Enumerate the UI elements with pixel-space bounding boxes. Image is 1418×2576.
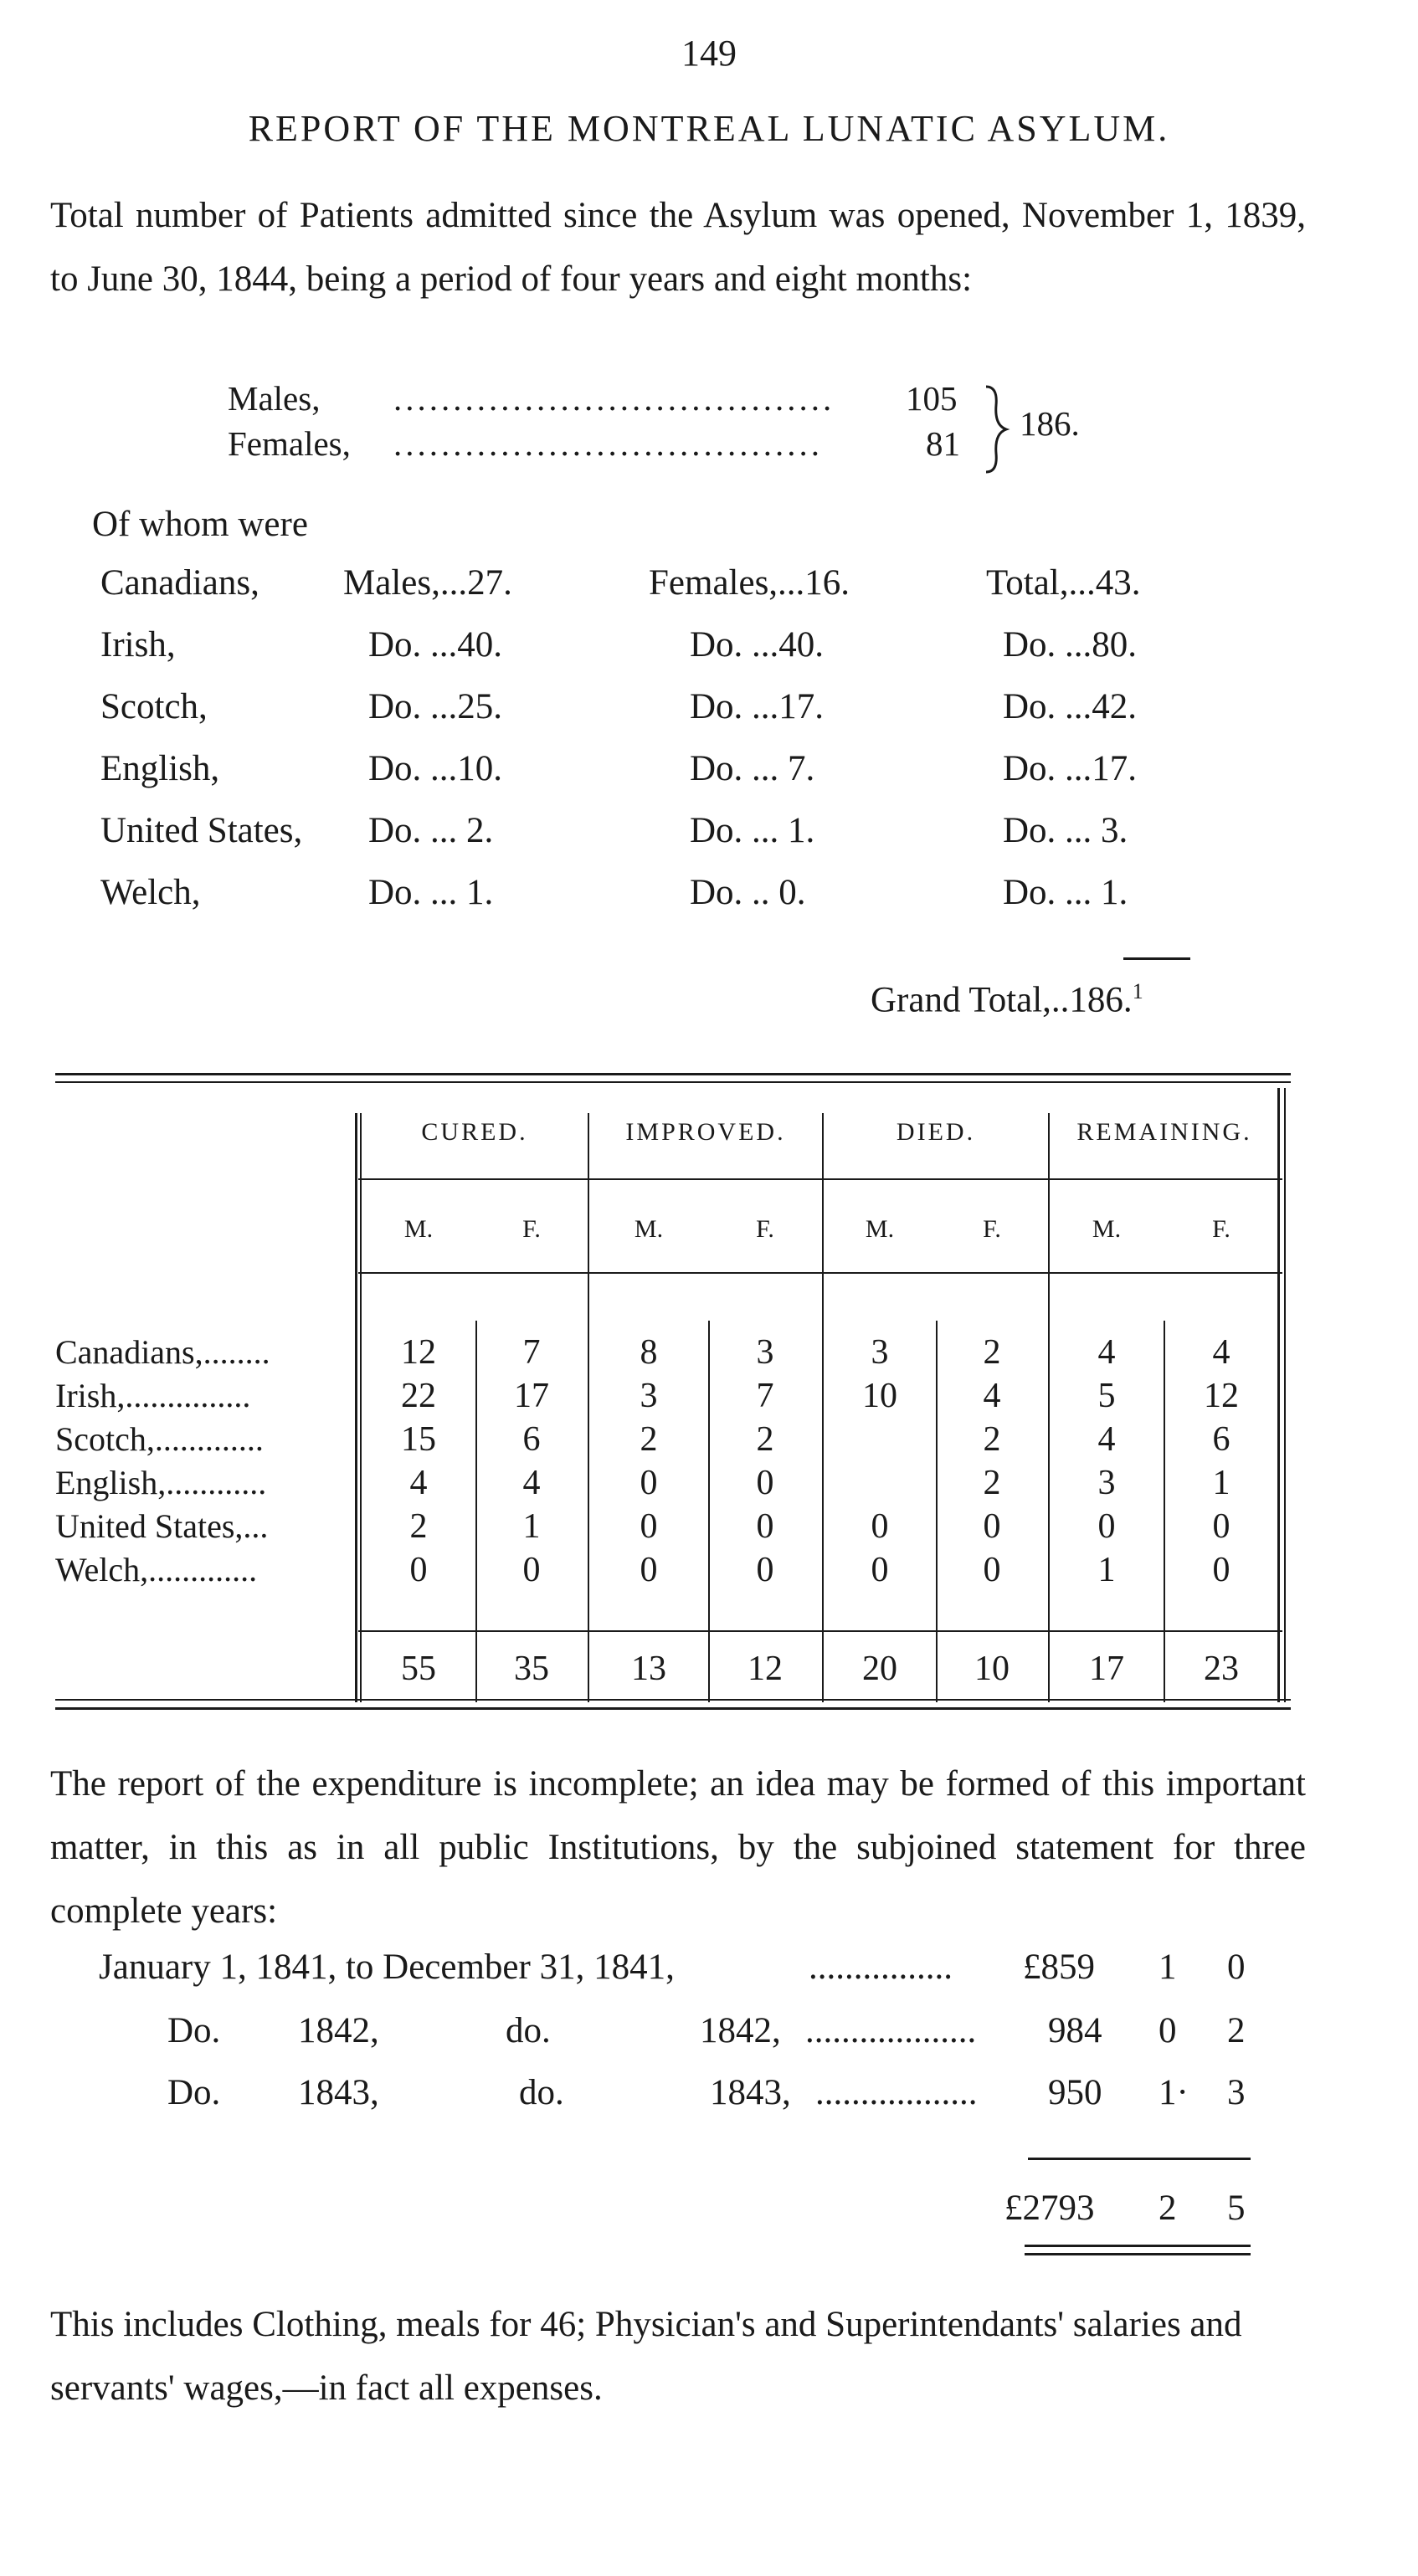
nationality-males: Do. ... 1.	[368, 873, 494, 912]
expenditure-pence: 0	[1227, 1947, 1246, 1987]
table-cell: 4	[983, 1377, 1001, 1415]
table-cell: 0	[409, 1551, 428, 1589]
nationality-females: Do. .. 0.	[690, 873, 806, 912]
table-cell: 0	[983, 1507, 1001, 1546]
expenditure-pounds: 984	[1048, 2011, 1102, 2050]
nationality-total: Total,...43.	[986, 563, 1141, 603]
table-row-label: Scotch,.............	[55, 1420, 264, 1458]
females-leader: ....................................	[393, 424, 823, 463]
table-cell: 0	[640, 1551, 658, 1589]
expenditure-period: January 1, 1841, to December 31, 1841,	[99, 1947, 675, 1987]
table-cell: 0	[1212, 1551, 1230, 1589]
table-row-label: English,............	[55, 1464, 267, 1501]
expenditure-year: 1843,	[298, 2073, 379, 2112]
nationality-name: Welch,	[100, 873, 201, 912]
table-row-label: Irish,...............	[55, 1377, 251, 1414]
closing-paragraph: This includes Clothing, meals for 46; Physician's and Superintendants' salaries and servants' wages,—in fact all expenses.	[50, 2305, 1242, 2408]
table-cell: 4	[1097, 1420, 1116, 1459]
page-title: REPORT OF THE MONTREAL LUNATIC ASYLUM.	[248, 108, 1170, 149]
expenditure-total-pence: 5	[1227, 2189, 1246, 2228]
intro-paragraph: Total number of Patients admitted since the Asylum was opened, November 1, 1839, to June 30, 1844, being a period of four years and eight months:	[50, 196, 1306, 299]
expenditure-shillings: 0	[1159, 2011, 1177, 2050]
table-cell: 22	[401, 1377, 436, 1415]
table-cell: 4	[409, 1464, 428, 1502]
table-cell: 12	[1204, 1377, 1239, 1415]
expenditure-intro: The report of the expenditure is incomplete; an idea may be formed of this important matter, in this as in all public Institutions, by the subjoined statement for three complete years:	[50, 1764, 1306, 1931]
table-total-cell: 20	[862, 1650, 897, 1688]
nationality-males: Do. ...10.	[368, 749, 503, 788]
expenditure-year: 1842,	[298, 2011, 379, 2050]
subheader: M.	[634, 1215, 664, 1243]
group-header: DIED.	[896, 1118, 976, 1146]
group-header: REMAINING.	[1076, 1118, 1252, 1146]
footnote-marker: 1	[1132, 979, 1143, 1003]
table-cell: 4	[1097, 1333, 1116, 1372]
expenditure-pounds: £859	[1023, 1947, 1095, 1987]
table-cell: 10	[862, 1377, 897, 1415]
nationality-males: Do. ... 2.	[368, 811, 494, 850]
nationality-females: Do. ...40.	[690, 625, 825, 665]
nationality-total: Do. ...42.	[1003, 687, 1138, 726]
nationality-name: Scotch,	[100, 687, 208, 726]
table-cell: 7	[756, 1377, 774, 1415]
subheader: F.	[522, 1215, 541, 1243]
table-cell: 2	[409, 1507, 428, 1546]
nationality-name: English,	[100, 749, 220, 788]
grand-total: Grand Total,..186.$^1$	[871, 979, 1143, 1020]
subheader: F.	[983, 1215, 1001, 1243]
nationality-males: Do. ...25.	[368, 687, 503, 726]
table-cell: 8	[640, 1333, 658, 1372]
nationality-total: Do. ...17.	[1003, 749, 1138, 788]
table-cell: 1	[1212, 1464, 1230, 1502]
nationality-total: Do. ... 1.	[1003, 873, 1128, 912]
nationality-name: Irish,	[100, 625, 176, 665]
table-cell: 17	[514, 1377, 549, 1415]
table-total-cell: 35	[514, 1650, 549, 1688]
of-whom-label: Of whom were	[92, 505, 308, 544]
double-rule-bottom	[1025, 2253, 1251, 2255]
table-cell: 2	[756, 1420, 774, 1459]
table-cell: 6	[522, 1420, 541, 1459]
expenditure-shillings: 1	[1159, 1947, 1177, 1987]
table-cell: 3	[871, 1333, 889, 1372]
table-cell: 3	[756, 1333, 774, 1372]
nationality-females: Do. ...17.	[690, 687, 825, 726]
table-total-cell: 10	[974, 1650, 1010, 1688]
expenditure-shillings: 1·	[1159, 2073, 1189, 2112]
nationality-males: Do. ...40.	[368, 625, 503, 665]
nationality-males: Males,...27.	[343, 563, 512, 603]
table-cell: 3	[640, 1377, 658, 1415]
double-rule-top	[1025, 2245, 1251, 2247]
nationality-name: United States,	[100, 811, 303, 850]
table-total-cell: 55	[401, 1650, 436, 1688]
expenditure-leader: ...................	[805, 2011, 977, 2050]
subheader: M.	[403, 1215, 434, 1243]
table-cell: 0	[983, 1551, 1001, 1589]
expenditure-ditto: do.	[519, 2073, 564, 2112]
expenditure-do: Do.	[167, 2073, 221, 2112]
group-header: IMPROVED.	[625, 1118, 786, 1146]
table-total-cell: 17	[1089, 1650, 1124, 1688]
table-cell: 0	[871, 1507, 889, 1546]
group-header: CURED.	[421, 1118, 528, 1146]
expenditure-pence: 2	[1227, 2011, 1246, 2050]
nationality-females: Females,...16.	[649, 563, 850, 603]
table-cell: 0	[522, 1551, 541, 1589]
expenditure-pounds: 950	[1048, 2073, 1102, 2112]
table-total-cell: 23	[1204, 1650, 1239, 1688]
females-value: 81	[926, 424, 960, 463]
table-cell: 0	[871, 1551, 889, 1589]
subheader: M.	[1092, 1215, 1122, 1243]
table-cell: 4	[522, 1464, 541, 1502]
page-number: 149	[681, 33, 737, 74]
expenditure-total-shillings: 2	[1159, 2189, 1177, 2228]
nationality-name: Canadians,	[100, 563, 259, 603]
males-leader: .....................................	[393, 379, 835, 418]
table-cell: 0	[756, 1551, 774, 1589]
table-row-label: Welch,.............	[55, 1551, 258, 1588]
expenditure-pence: 3	[1227, 2073, 1246, 2112]
table-cell: 1	[1097, 1551, 1116, 1589]
table-cell: 7	[522, 1333, 541, 1372]
table-cell: 2	[983, 1464, 1001, 1502]
males-label: Males,	[228, 379, 321, 418]
table-cell: 3	[1097, 1464, 1116, 1502]
expenditure-to: 1843,	[710, 2073, 791, 2112]
nationality-females: Do. ... 1.	[690, 811, 815, 850]
nationality-total: Do. ... 3.	[1003, 811, 1128, 850]
table-cell: 0	[756, 1507, 774, 1546]
nationality-females: Do. ... 7.	[690, 749, 815, 788]
expenditure-leader: ................	[809, 1947, 953, 1987]
table-cell: 2	[983, 1420, 1001, 1459]
expenditure-to: 1842,	[700, 2011, 781, 2050]
table-cell: 0	[640, 1464, 658, 1502]
table-cell: 0	[640, 1507, 658, 1546]
table-row-label: United States,...	[55, 1507, 269, 1545]
table-cell: 6	[1212, 1420, 1230, 1459]
table-cell: 2	[983, 1333, 1001, 1372]
subheader: F.	[1212, 1215, 1230, 1243]
sum-rule	[1028, 2158, 1251, 2160]
table-cell: 0	[1212, 1507, 1230, 1546]
expenditure-total-pounds: £2793	[1004, 2189, 1095, 2228]
table-cell: 5	[1097, 1377, 1116, 1415]
table-cell: 1	[522, 1507, 541, 1546]
table-cell: 0	[756, 1464, 774, 1502]
table-row-label: Canadians,........	[55, 1333, 270, 1371]
expenditure-do: Do.	[167, 2011, 221, 2050]
table-total-cell: 13	[631, 1650, 666, 1688]
table-cell: 15	[401, 1420, 436, 1459]
table-total-cell: 12	[748, 1650, 783, 1688]
males-value: 105	[906, 379, 958, 418]
females-label: Females,	[228, 424, 351, 463]
table-cell: 0	[1097, 1507, 1116, 1546]
expenditure-leader: ..................	[815, 2073, 978, 2112]
table-cell: 4	[1212, 1333, 1230, 1372]
subheader: F.	[756, 1215, 774, 1243]
expenditure-ditto: do.	[506, 2011, 551, 2050]
table-cell: 2	[640, 1420, 658, 1459]
subheader: M.	[865, 1215, 895, 1243]
table-cell: 12	[401, 1333, 436, 1372]
nationality-total: Do. ...80.	[1003, 625, 1138, 665]
admissions-total: 186.	[1020, 404, 1080, 443]
